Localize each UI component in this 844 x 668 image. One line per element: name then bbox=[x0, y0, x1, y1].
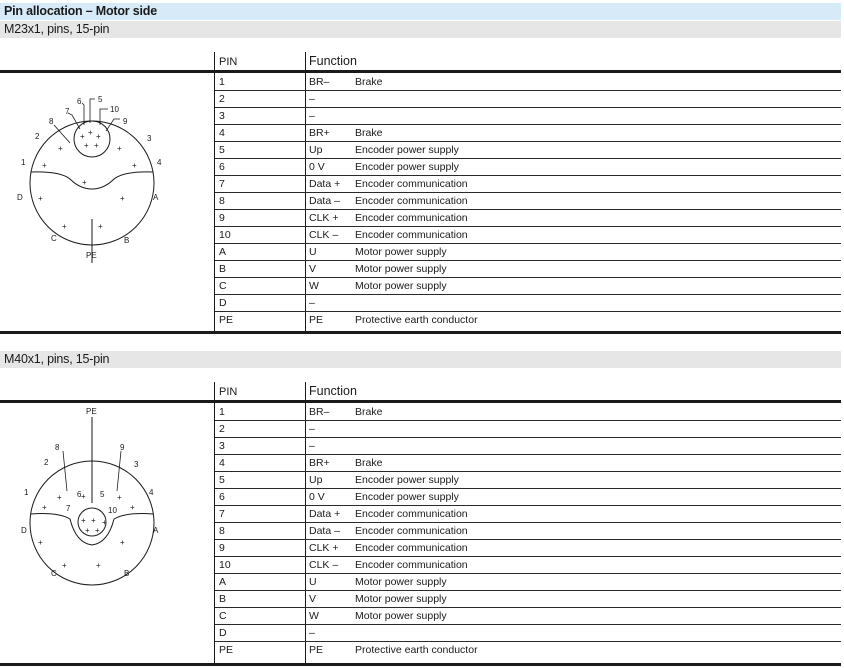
svg-text:+: + bbox=[120, 194, 125, 203]
table-row: B V Motor power supply bbox=[215, 261, 841, 278]
pin-table-m23 bbox=[0, 48, 841, 334]
svg-text:+: + bbox=[84, 141, 89, 150]
svg-text:+: + bbox=[62, 222, 67, 231]
svg-text:+: + bbox=[81, 516, 86, 525]
pin-label: 7 bbox=[65, 107, 70, 116]
pin-label: 9 bbox=[123, 117, 128, 126]
svg-text:+: + bbox=[62, 561, 67, 570]
connector-diagram-m40 bbox=[0, 403, 214, 661]
svg-text:+: + bbox=[117, 144, 122, 153]
page-title: Pin allocation – Motor side bbox=[4, 4, 157, 18]
pin-label: 10 bbox=[110, 105, 119, 114]
table-row: 2 – bbox=[215, 91, 841, 108]
table-row: 10 CLK – Encoder communication bbox=[215, 557, 841, 574]
pin-label: 9 bbox=[120, 443, 125, 452]
svg-text:+: + bbox=[82, 178, 87, 187]
pin-label: 5 bbox=[98, 95, 103, 104]
svg-text:+: + bbox=[85, 526, 90, 535]
pin-label: 8 bbox=[55, 443, 60, 452]
pin-label: 1 bbox=[24, 488, 29, 497]
table-row: 7 Data + Encoder communication bbox=[215, 506, 841, 523]
svg-text:+: + bbox=[42, 161, 47, 170]
table-row: C W Motor power supply bbox=[215, 278, 841, 295]
svg-text:+: + bbox=[38, 194, 43, 203]
table-row: 5 Up Encoder power supply bbox=[215, 472, 841, 489]
table-row: 5 Up Encoder power supply bbox=[215, 142, 841, 159]
table-row: 1 BR– Brake bbox=[215, 404, 841, 421]
pin-label: 4 bbox=[157, 158, 162, 167]
svg-text:+: + bbox=[91, 516, 96, 525]
table-row: 6 0 V Encoder power supply bbox=[215, 489, 841, 506]
table-row: 1 BR– Brake bbox=[215, 74, 841, 91]
table-row: D – bbox=[215, 625, 841, 642]
section-title-bar bbox=[0, 3, 841, 20]
pin-label: 2 bbox=[35, 132, 40, 141]
pin-label: PE bbox=[86, 407, 97, 416]
subtitle-m23: M23x1, pins, 15-pin bbox=[4, 22, 110, 36]
footer-rule bbox=[0, 663, 841, 666]
pin-label: B bbox=[124, 569, 130, 578]
svg-text:+: + bbox=[102, 518, 107, 527]
header-function: Function bbox=[309, 384, 357, 398]
subtitle-bar-m23 bbox=[0, 21, 841, 38]
svg-text:+: + bbox=[94, 141, 99, 150]
table-row: 4 BR+ Brake bbox=[215, 125, 841, 142]
svg-text:+: + bbox=[98, 222, 103, 231]
table-row: 9 CLK + Encoder communication bbox=[215, 210, 841, 227]
header-function: Function bbox=[309, 54, 357, 68]
table-row: 3 – bbox=[215, 438, 841, 455]
svg-text:+: + bbox=[88, 128, 93, 137]
table-row: 8 Data – Encoder communication bbox=[215, 193, 841, 210]
table-row: A U Motor power supply bbox=[215, 244, 841, 261]
footer-rule bbox=[0, 331, 841, 334]
table-row: 9 CLK + Encoder communication bbox=[215, 540, 841, 557]
pin-label: A bbox=[153, 193, 159, 202]
table-row: PE PE Protective earth conductor bbox=[219, 314, 478, 326]
table-row: PE PE Protective earth conductor bbox=[219, 644, 478, 656]
pin-label: 3 bbox=[147, 134, 152, 143]
pin-label: PE bbox=[86, 251, 97, 260]
table-row: 8 Data – Encoder communication bbox=[215, 523, 841, 540]
table-row: 6 0 V Encoder power supply bbox=[215, 159, 841, 176]
table-row: C W Motor power supply bbox=[215, 608, 841, 625]
svg-text:+: + bbox=[57, 493, 62, 502]
svg-text:+: + bbox=[58, 144, 63, 153]
svg-text:+: + bbox=[96, 561, 101, 570]
pin-label: B bbox=[124, 236, 130, 245]
pin-rows-m23 bbox=[215, 74, 841, 329]
pin-label: D bbox=[21, 526, 27, 535]
pin-label: A bbox=[153, 526, 159, 535]
pin-label: 3 bbox=[134, 460, 139, 469]
table-row: 4 BR+ Brake bbox=[215, 455, 841, 472]
pin-table-m40 bbox=[0, 378, 841, 666]
svg-text:+: + bbox=[117, 493, 122, 502]
svg-text:+: + bbox=[81, 492, 86, 501]
svg-text:+: + bbox=[132, 161, 137, 170]
pin-label: 6 bbox=[77, 490, 82, 499]
table-row: 2 – bbox=[215, 421, 841, 438]
svg-text:+: + bbox=[95, 526, 100, 535]
table-row: 10 CLK – Encoder communication bbox=[215, 227, 841, 244]
table-row: A U Motor power supply bbox=[215, 574, 841, 591]
table-row: 7 Data + Encoder communication bbox=[215, 176, 841, 193]
subtitle-m40: M40x1, pins, 15-pin bbox=[4, 352, 110, 366]
svg-text:+: + bbox=[42, 503, 47, 512]
header-pin: PIN bbox=[219, 56, 238, 68]
pin-label: 10 bbox=[108, 506, 117, 515]
pin-label: 1 bbox=[21, 158, 26, 167]
header-pin: PIN bbox=[219, 386, 238, 398]
pin-label: 7 bbox=[66, 504, 71, 513]
pin-label: 6 bbox=[77, 97, 82, 106]
pin-label: 4 bbox=[149, 488, 154, 497]
connector-diagram-m23 bbox=[0, 73, 214, 331]
svg-text:+: + bbox=[38, 538, 43, 547]
svg-text:+: + bbox=[130, 503, 135, 512]
svg-text:+: + bbox=[80, 132, 85, 141]
pin-label: C bbox=[51, 234, 57, 243]
table-row: B V Motor power supply bbox=[215, 591, 841, 608]
pin-label: 5 bbox=[100, 490, 105, 499]
svg-text:+: + bbox=[96, 132, 101, 141]
pin-label: D bbox=[17, 193, 23, 202]
table-row: D – bbox=[215, 295, 841, 312]
pin-label: 8 bbox=[49, 117, 54, 126]
subtitle-bar-m40 bbox=[0, 351, 841, 368]
pin-rows-m40 bbox=[215, 404, 841, 659]
table-row: 3 – bbox=[215, 108, 841, 125]
svg-text:+: + bbox=[120, 538, 125, 547]
pin-label: 2 bbox=[44, 458, 49, 467]
pin-label: C bbox=[51, 569, 57, 578]
